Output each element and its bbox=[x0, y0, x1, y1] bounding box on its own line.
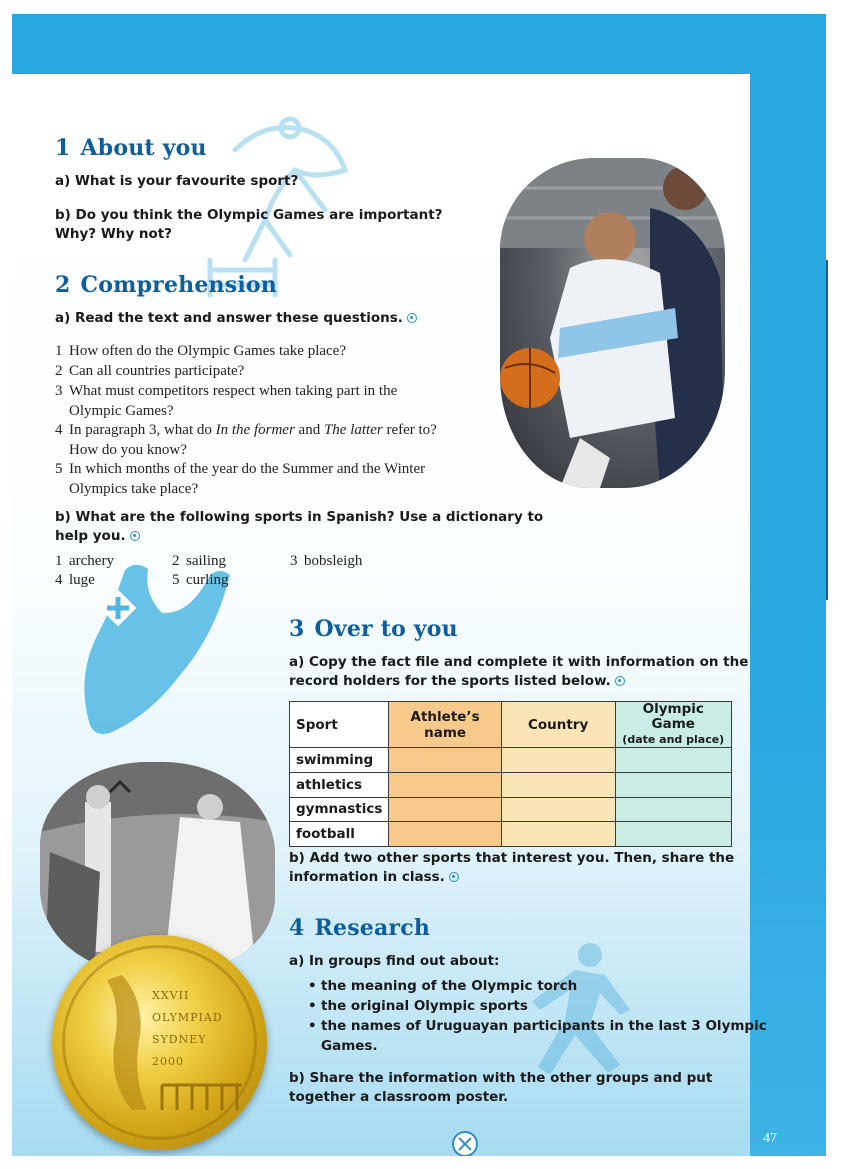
header-country: Country bbox=[501, 702, 615, 748]
over-instruction-a bbox=[289, 653, 748, 691]
question-number: 4 bbox=[55, 422, 63, 438]
sport-cell: swimming bbox=[290, 748, 389, 773]
table-row bbox=[290, 772, 732, 797]
sport-name: archery bbox=[69, 553, 114, 569]
sport-item-5 bbox=[172, 571, 229, 591]
medal-line-2: OLYMPIAD bbox=[152, 1011, 223, 1024]
question-italic-term-2: The latter bbox=[323, 422, 383, 438]
research-instruction-b-line1: b) Share the information with the other groups and put bbox=[289, 1070, 713, 1086]
medal-line-3: SYDNEY bbox=[152, 1033, 207, 1046]
about-question-a: a) What is your favourite sport? bbox=[55, 173, 299, 189]
section-1-heading bbox=[55, 135, 207, 161]
section-1-number: 1 bbox=[55, 135, 71, 161]
section-2-title: Comprehension bbox=[80, 272, 277, 298]
comprehension-instruction-a bbox=[55, 309, 417, 328]
olympic-gold-medal bbox=[52, 935, 267, 1150]
sport-cell: football bbox=[290, 822, 389, 847]
country-cell bbox=[501, 797, 615, 822]
ball-icon bbox=[446, 1126, 484, 1156]
section-3-number: 3 bbox=[289, 616, 305, 642]
comprehension-question-5 bbox=[55, 460, 425, 499]
research-instruction-a: a) In groups find out about: bbox=[289, 953, 500, 969]
page-edge bbox=[826, 260, 828, 600]
list-item-continued-text: Games. bbox=[321, 1038, 378, 1054]
question-number: 1 bbox=[55, 343, 63, 359]
fact-file-table bbox=[289, 701, 732, 847]
comprehension-question-4 bbox=[55, 421, 437, 460]
sport-number: 2 bbox=[172, 553, 180, 569]
question-number: 5 bbox=[55, 461, 63, 477]
over-instruction-b-line2: information in class. bbox=[289, 869, 445, 885]
research-bullet-list bbox=[306, 976, 767, 1056]
header-olympic-game-sub: (date and place) bbox=[622, 733, 725, 746]
section-4-number: 4 bbox=[289, 915, 305, 941]
question-number: 3 bbox=[55, 383, 63, 399]
question-text-end: refer to? bbox=[382, 422, 437, 438]
comprehension-question-1 bbox=[55, 342, 346, 362]
list-item-continued bbox=[306, 1036, 767, 1056]
fact-file-header-row bbox=[290, 702, 732, 748]
sport-cell: athletics bbox=[290, 772, 389, 797]
section-4-heading bbox=[289, 915, 430, 941]
over-instruction-b-line1: b) Add two other sports that interest you. Then, share the bbox=[289, 850, 735, 866]
question-italic-term-1: In the former bbox=[215, 422, 295, 438]
sport-name: sailing bbox=[186, 553, 226, 569]
section-3-title: Over to you bbox=[314, 616, 458, 642]
sport-number: 5 bbox=[172, 572, 180, 588]
question-text: What must competitors respect when taking part in the bbox=[69, 383, 398, 399]
sport-item-1 bbox=[55, 552, 114, 572]
list-item: • the original Olympic sports bbox=[306, 996, 767, 1016]
question-text: How often do the Olympic Games take place? bbox=[69, 343, 346, 359]
question-text-continued: Olympics take place? bbox=[69, 480, 199, 497]
comprehension-question-3 bbox=[55, 382, 397, 421]
athlete-cell bbox=[389, 748, 501, 773]
header-olympic-game-title: Olympic Game bbox=[642, 701, 704, 732]
sport-name: bobsleigh bbox=[304, 553, 363, 569]
basketball-photo bbox=[500, 158, 725, 488]
page-number: 47 bbox=[763, 1131, 777, 1146]
comprehension-instruction-b-line2: help you. bbox=[55, 528, 126, 544]
section-2-heading bbox=[55, 272, 277, 298]
country-cell bbox=[501, 822, 615, 847]
research-instruction-b-line2: together a classroom poster. bbox=[289, 1089, 509, 1105]
about-question-b bbox=[55, 206, 443, 244]
table-row bbox=[290, 822, 732, 847]
question-number: 2 bbox=[55, 363, 63, 379]
research-instruction-b bbox=[289, 1069, 712, 1107]
over-instruction-b bbox=[289, 849, 734, 887]
question-text-mid: and bbox=[294, 422, 324, 438]
over-instruction-a-line1: a) Copy the fact file and complete it with information on the bbox=[289, 654, 749, 670]
athlete-cell bbox=[389, 772, 501, 797]
medal-line-4: 2000 bbox=[152, 1055, 184, 1068]
list-item: • the names of Uruguayan participants in the last 3 Olympic bbox=[306, 1016, 767, 1036]
question-text: In paragraph 3, what do bbox=[69, 422, 216, 438]
table-row bbox=[290, 797, 732, 822]
medal-inscription bbox=[152, 985, 252, 1073]
header-athlete-name: Athlete’s name bbox=[389, 702, 501, 748]
section-3-heading bbox=[289, 616, 458, 642]
comprehension-question-2 bbox=[55, 362, 244, 382]
sport-item-4 bbox=[55, 571, 95, 591]
about-question-b-line1: b) Do you think the Olympic Games are important? bbox=[55, 207, 443, 223]
list-item: • the meaning of the Olympic torch bbox=[306, 976, 767, 996]
audio-cd-icon bbox=[615, 676, 625, 686]
audio-cd-icon bbox=[407, 313, 417, 323]
question-text-continued: Olympic Games? bbox=[69, 402, 174, 419]
header-sport: Sport bbox=[290, 702, 389, 748]
header-olympic-game bbox=[615, 702, 732, 748]
about-question-b-line2: Why? Why not? bbox=[55, 226, 173, 242]
country-cell bbox=[501, 748, 615, 773]
athlete-cell bbox=[389, 797, 501, 822]
sport-number: 4 bbox=[55, 572, 63, 588]
question-text: Can all countries participate? bbox=[69, 363, 245, 379]
over-instruction-a-line2: record holders for the sports listed below. bbox=[289, 673, 611, 689]
sport-name: curling bbox=[186, 572, 229, 588]
scan-margin-left bbox=[0, 0, 12, 1169]
sport-number: 3 bbox=[290, 553, 298, 569]
medal-line-1: XXVII bbox=[152, 989, 190, 1002]
section-2-number: 2 bbox=[55, 272, 71, 298]
question-text: In which months of the year do the Summer and the Winter bbox=[69, 461, 426, 477]
sport-name: luge bbox=[69, 572, 95, 588]
sport-item-3 bbox=[290, 552, 362, 572]
country-cell bbox=[501, 772, 615, 797]
comprehension-instruction-a-text: a) Read the text and answer these questions. bbox=[55, 310, 403, 326]
olympic-game-cell bbox=[615, 797, 732, 822]
scan-margin-right bbox=[826, 0, 850, 1169]
olympic-game-cell bbox=[615, 822, 732, 847]
question-text-continued: How do you know? bbox=[69, 441, 187, 458]
sport-number: 1 bbox=[55, 553, 63, 569]
olympic-game-cell bbox=[615, 772, 732, 797]
section-1-title: About you bbox=[80, 135, 207, 161]
comprehension-instruction-b-line1: b) What are the following sports in Spanish? Use a dictionary to bbox=[55, 509, 544, 525]
audio-cd-icon bbox=[449, 872, 459, 882]
audio-cd-icon bbox=[130, 531, 140, 541]
table-row bbox=[290, 748, 732, 773]
sport-item-2 bbox=[172, 552, 226, 572]
sport-cell: gymnastics bbox=[290, 797, 389, 822]
athlete-cell bbox=[389, 822, 501, 847]
olympic-game-cell bbox=[615, 748, 732, 773]
comprehension-instruction-b bbox=[55, 508, 543, 546]
section-4-title: Research bbox=[314, 915, 431, 941]
